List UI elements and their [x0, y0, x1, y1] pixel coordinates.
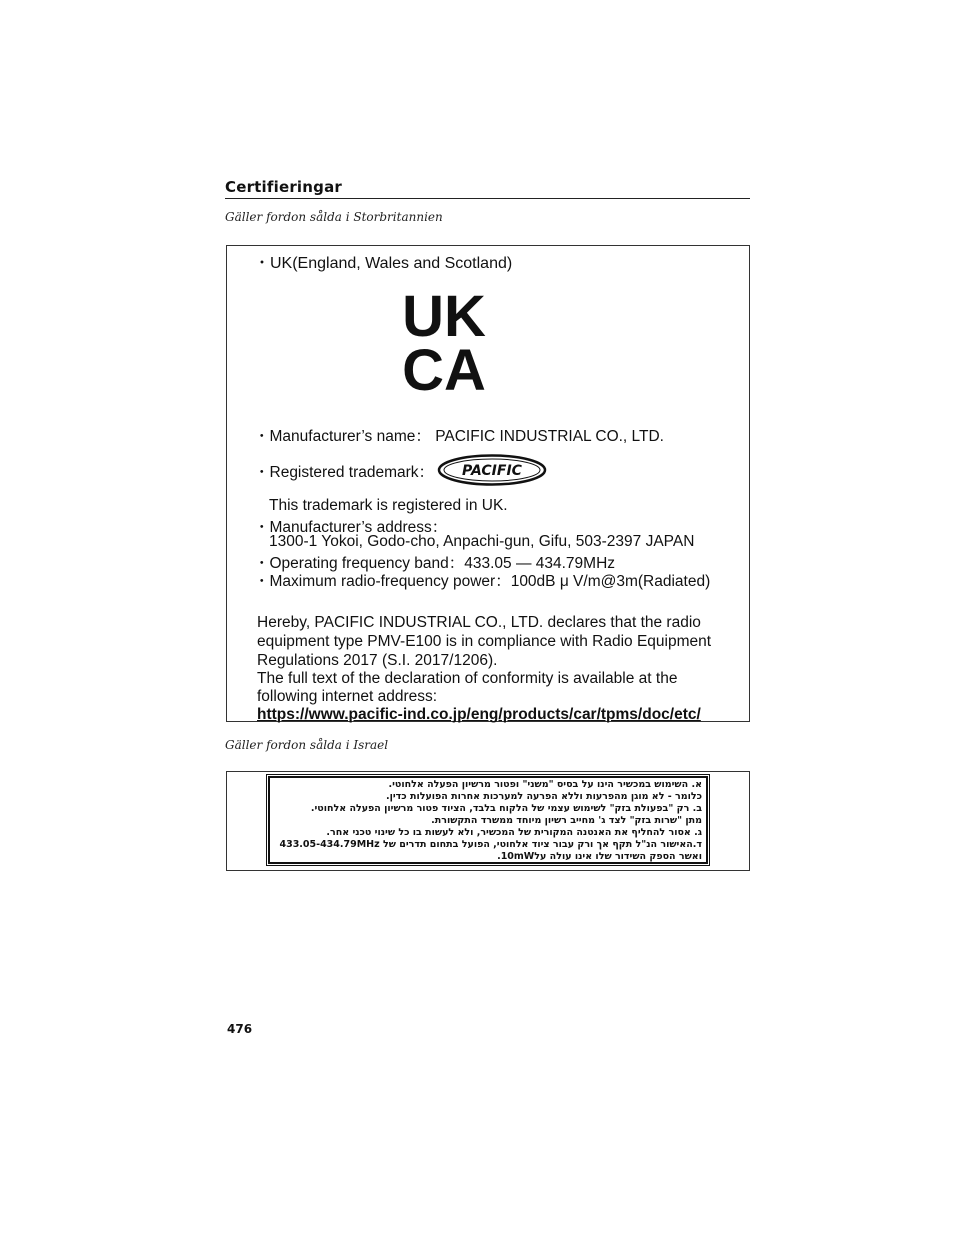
section-title: Certifieringar — [225, 178, 343, 196]
ukca-mark-top: UK — [402, 288, 486, 349]
israel-line: א. השימוש במכשיר הינו על בסיס "משני" ופטור מרשיון הפעלה אלחוטי. — [388, 779, 702, 790]
uk-subheading: Gäller fordon sålda i Storbritannien — [225, 210, 443, 224]
israel-line: כלומר - לא מוגן מהפרעות וללא הפרעה למערכות אחרות הפועלות כדין. — [386, 791, 702, 802]
max-rf-power: ・Maximum radio-frequency power：100dB μ V/m@3m(Radiated) — [254, 573, 711, 590]
pacific-logo-text: PACIFIC — [462, 463, 522, 479]
declaration-line: Hereby, PACIFIC INDUSTRIAL CO., LTD. declares that the radio — [257, 614, 701, 631]
israel-line: ב. רק "בפעולת בזק" לשימוש עצמי של הלקוח בלבד, הציוד פטור מרשיון הפעלה אלחוטי. — [310, 803, 702, 814]
israel-line: ד.האישור הנ"ל תקף אך ורק עבור ציוד אלחוטי, הפועל בתחום תדרים של 433.05-434.79MHz — [279, 839, 702, 850]
frequency-band: ・Operating frequency band：433.05 ― 434.79MHz — [254, 555, 616, 572]
manufacturer-address: 1300-1 Yokoi, Godo-cho, Anpachi-gun, Gifu, 503-2397 JAPAN — [269, 533, 695, 550]
manufacturer-name: ・Manufacturer’s name： PACIFIC INDUSTRIAL CO., LTD. — [254, 428, 664, 445]
page-number: 476 — [227, 1022, 253, 1036]
pacific-logo — [437, 454, 547, 486]
section-divider — [225, 198, 750, 199]
ukca-mark-bottom: CA — [402, 338, 486, 392]
declaration-line: The full text of the declaration of conformity is available at the — [257, 670, 678, 687]
israel-line: ואשר הספק השידור שלו אינו עולה על10mW. — [497, 851, 702, 862]
israel-line: מתן "שרות בזק" לצד ג' מחייב רשיון מיוחד ממשרד התקשורת. — [431, 815, 702, 826]
israel-subheading: Gäller fordon sålda i Israel — [225, 738, 389, 752]
declaration-line: equipment type PMV-E100 is in compliance with Radio Equipment — [257, 633, 712, 650]
uk-label-heading: ・UK(England, Wales and Scotland) — [254, 255, 513, 272]
declaration-url[interactable]: https://www.pacific-ind.co.jp/eng/products/car/tpms/doc/etc/ — [257, 706, 701, 723]
ukca-mark — [388, 288, 500, 392]
registered-trademark-label: ・Registered trademark： — [254, 464, 435, 481]
israel-line: ג. אסור להחליף את האנטנה המקורית של המכשיר, ולא לעשות בו כל שינוי טכני אחר. — [326, 827, 702, 838]
declaration-line: following internet address: — [257, 688, 438, 705]
manufacturer-address-label: ・Manufacturer’s address： — [254, 519, 448, 536]
trademark-note: This trademark is registered in UK. — [269, 497, 508, 514]
declaration-line: Regulations 2017 (S.I. 2017/1206). — [257, 652, 498, 669]
